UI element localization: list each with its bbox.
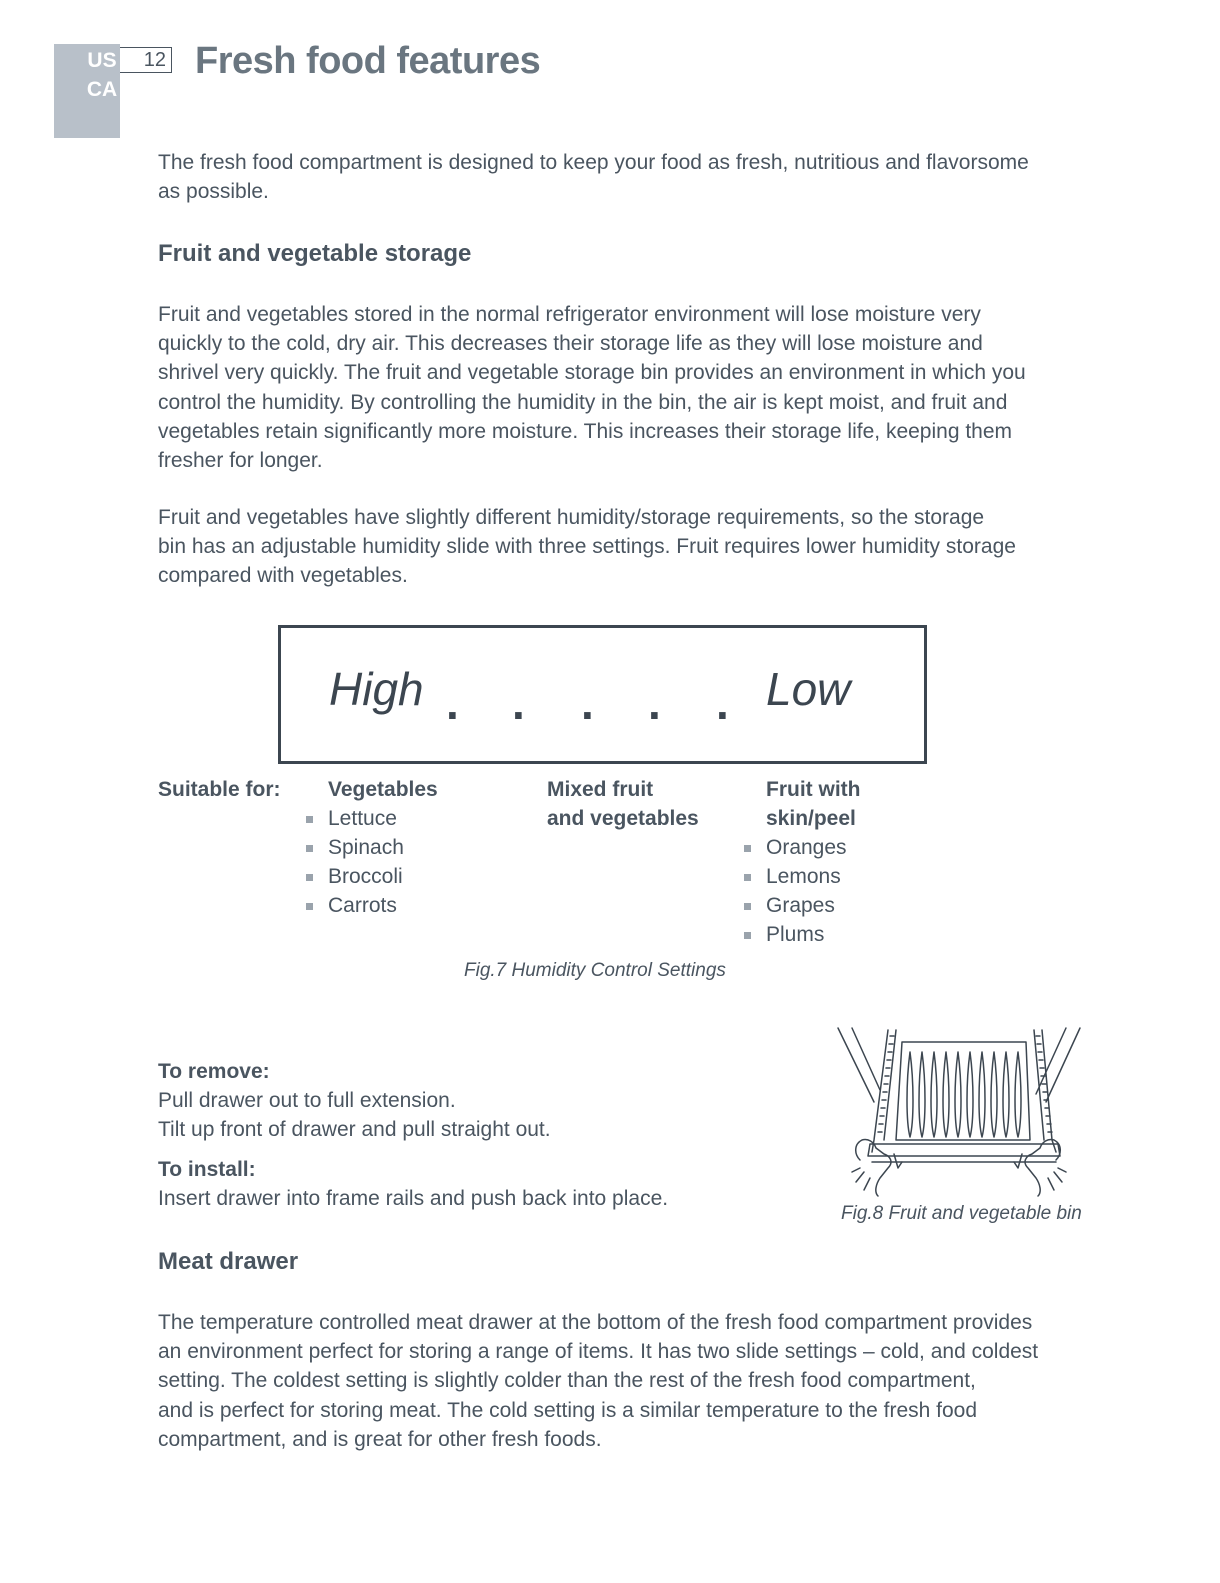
bullet-icon [744,874,751,881]
para-line: and is perfect for storing meat. The cold setting is a similar temperature to the fresh food [158,1398,978,1422]
scale-dot: . [716,677,729,729]
bullet-icon [306,816,313,823]
column-heading-vegetables: Vegetables [328,778,438,801]
page-title: Fresh food features [195,40,541,82]
meat-drawer-heading: Meat drawer [158,1248,299,1275]
column-heading-fruit [766,775,860,833]
para-line: Fruit and vegetables stored in the normal refrigerator environment will lose moisture very [158,303,981,326]
instruction-line: Insert drawer into frame rails and push back into place. [158,1187,669,1211]
remove-label: To remove: [158,1060,270,1083]
instruction-line: Tilt up front of drawer and pull straight out. [158,1118,551,1142]
intro-line: The fresh food compartment is designed to keep your food as fresh, nutritious and flavorsome [158,151,1029,174]
para-line: an environment perfect for storing a range of items. It has two slide settings – cold, and coldest [158,1340,1039,1364]
heading-line: Mixed fruit [547,778,654,801]
para-line: compartment, and is great for other fresh foods. [158,1427,602,1451]
scale-dot: . [648,677,661,729]
fig8-caption: Fig.8 Fruit and vegetable bin [841,1203,1082,1224]
list-item: Oranges [766,833,847,862]
region-code-us: US [87,49,117,72]
fig7-caption: Fig.7 Humidity Control Settings [464,960,726,981]
para-line: quickly to the cold, dry air. This decreases their storage life as they will lose moisture and [158,332,983,356]
para-line: shrivel very quickly. The fruit and vegetable storage bin provides an environment in which you [158,361,1026,385]
scale-low-label: Low [766,663,851,715]
para-line: bin has an adjustable humidity slide with three settings. Fruit requires lower humidity storage [158,535,1016,559]
list-item: Broccoli [328,862,404,891]
scale-high-label: High [329,663,424,715]
bullet-icon [306,903,313,910]
list-item: Lemons [766,862,847,891]
para-line: Fruit and vegetables have slightly different humidity/storage requirements, so the storage [158,506,985,529]
bullet-icon [306,845,313,852]
fruit-veg-heading: Fruit and vegetable storage [158,240,472,267]
region-code-ca: CA [86,78,118,101]
vegetables-list [328,804,404,920]
list-item: Carrots [328,891,404,920]
para-line: fresher for longer. [158,449,323,473]
bullet-icon [306,874,313,881]
column-heading-mixed [547,775,699,833]
page-number: 12 [120,47,172,73]
fruit-veg-paragraph-2 [158,503,1088,591]
heading-line: and vegetables [547,807,699,830]
fruit-list [766,833,847,949]
heading-line: skin/peel [766,807,856,830]
region-tab [54,44,120,138]
bullet-icon [744,932,751,939]
scale-dot: . [446,677,459,729]
bullet-icon [744,845,751,852]
suitable-for-label: Suitable for: [158,778,281,801]
para-line: compared with vegetables. [158,564,408,588]
list-item: Spinach [328,833,404,862]
meat-drawer-paragraph [158,1308,1088,1454]
list-item: Grapes [766,891,847,920]
install-label: To install: [158,1158,256,1181]
list-item: Plums [766,920,847,949]
para-line: The temperature controlled meat drawer at the bottom of the fresh food compartment provides [158,1311,1033,1334]
para-line: vegetables retain significantly more moisture. This increases their storage life, keeping them [158,419,1013,443]
scale-dot: . [512,677,525,729]
bullet-icon [744,903,751,910]
fruit-vegetable-bin-illustration [830,1022,1086,1200]
intro-paragraph [158,148,1088,206]
humidity-scale-box [278,625,927,764]
intro-line: as possible. [158,180,269,204]
heading-line: Fruit with [766,778,861,801]
list-item: Lettuce [328,804,404,833]
instruction-line: Pull drawer out to full extension. [158,1089,456,1113]
scale-dot: . [581,677,594,729]
fruit-veg-paragraph-1 [158,300,1088,475]
para-line: control the humidity. By controlling the humidity in the bin, the air is kept moist, and fruit and [158,390,1008,414]
para-line: setting. The coldest setting is slightly colder than the rest of the fresh food compartment, [158,1369,976,1393]
